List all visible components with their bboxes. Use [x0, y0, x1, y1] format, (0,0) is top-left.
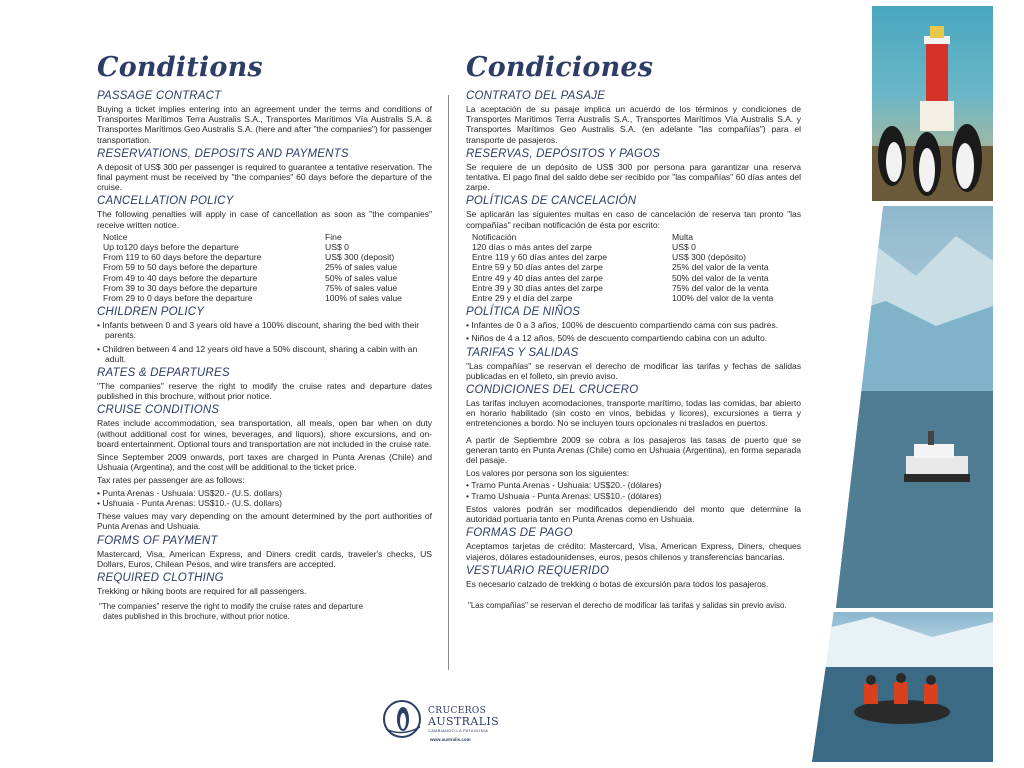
section-heading: RATES & DEPARTURES [97, 367, 230, 380]
section-rates-es [466, 347, 801, 381]
section-cruise-es [466, 384, 801, 524]
section-children-en [97, 306, 432, 364]
bullet-list [466, 480, 801, 500]
section-passage-en [97, 90, 432, 145]
section-text: Mastercard, Visa, American Express, and Diners credit cards, traveler's checks, US Dollars, Euros, Chilean Pesos, and wire transfers are accepted. [97, 548, 432, 569]
lighthouse-penguins-illustration [872, 6, 993, 201]
table-cell: Entre 119 y 60 días antes del zarpe [472, 252, 608, 263]
logo-name-line: AUSTRALIS [428, 715, 500, 728]
section-heading: REQUIRED CLOTHING [97, 571, 224, 584]
table-row [472, 293, 773, 303]
list-item: • Infants between 0 and 3 years old have a 100% discount, sharing the bed with their parents. [97, 320, 432, 340]
table-row [472, 252, 773, 262]
zodiac-boat-illustration [812, 612, 993, 762]
section-text: Es necesario calzado de trekking o botas de excursión para todos los pasajeros. [466, 578, 769, 589]
section-clothing-en [97, 572, 432, 596]
section-text: Aceptamos tarjetas de crédito: Mastercard, Visa, American Express, Diners, cheques viajeros, dólares estadounidenses, euros, pesos chilenos y transferencias bancarias. [466, 541, 801, 562]
section-text: These values may vary depending on the amount determined by the port authorities of Punta Arenas and Ushuaia. [97, 511, 432, 532]
list-item: • Niños de 4 a 12 años, 50% de descuento compartiendo cabina con un adulto. [466, 333, 801, 343]
logo-name-line: CRUCEROS [428, 706, 487, 716]
table-cell: Entre 49 y 40 días antes del zarpe [472, 272, 603, 283]
section-text: "Las compañías" se reservan el derecho de modificar las tarifas y fechas de salidas publicadas en el folleto, sin previo aviso. [466, 360, 801, 381]
table-header-cell: Multa [672, 231, 694, 242]
table-row [472, 262, 773, 272]
section-text: Las tarifas incluyen acomodaciones, transporte marítimo, todas las comidas, bar abierto en horario habilitado (sin costo en vinos, bebidas y licores), excursiones a tierra y entretenciones a bordo. No se incluyen tours opcionales ni traslados en puertos. [466, 398, 801, 429]
section-rates-en [97, 367, 432, 401]
section-text: Rates include accommodation, sea transportation, all meals, open bar when on duty (without additional cost for wines, beverages, and liquors), shore excursions, and on-board entertainment. Optional tours and transportation are not included in the cruise rate. [97, 418, 432, 449]
section-payment-en [97, 535, 432, 569]
section-heading: PASSAGE CONTRACT [97, 90, 222, 102]
section-children-es [466, 306, 801, 343]
section-text: A deposit of US$ 300 per passenger is required to guarantee a tentative reservation. The final payment must be received by "the companies" 60 days before the departure of the cruise. [97, 161, 432, 193]
table-cell: From 49 to 40 days before the departure [103, 272, 258, 283]
section-heading: RESERVAS, DEPÓSITOS Y PAGOS [466, 147, 661, 160]
table-cell: From 29 to 0 days before the departure [103, 293, 253, 304]
section-heading: FORMS OF PAYMENT [97, 534, 218, 547]
section-heading: CANCELLATION POLICY [97, 195, 234, 208]
table-cell: Entre 39 y 30 días antes del zarpe [472, 282, 603, 293]
table-row [103, 273, 402, 283]
table-row [103, 252, 402, 262]
section-text: A partir de Septiembre 2009 se cobra a los pasajeros las tasas de puerto que se generan tanto en Punta Arenas (Chile) como en Ushuaia (Argentina), en forma separada del pasaje. [466, 434, 801, 466]
table-cell: 75% of sales value [325, 282, 398, 293]
section-cruise-en [97, 404, 432, 531]
zodiac-boat-photo [812, 612, 993, 762]
section-heading: TARIFAS Y SALIDAS [466, 346, 579, 359]
logo-wordmark [428, 707, 499, 728]
penalty-table-en [103, 232, 402, 303]
section-heading: CONTRATO DEL PASAJE [466, 90, 606, 102]
section-text: Estos valores podrán ser modificados dependiendo del monto que determine la autoridad portuaria tanto en Punta Arenas como en Ushuaia. [466, 503, 801, 525]
section-text: Since September 2009 onwards, port taxes are charged in Punta Arenas (Chile) and Ushuaia (Argentina), and the cost will be additional to the ticket price. [97, 452, 432, 473]
section-text: "The companies" reserve the right to modify the cruise rates and departure dates published in this brochure, without prior notice. [97, 381, 432, 402]
section-heading: FORMAS DE PAGO [466, 527, 573, 540]
section-heading: POLÍTICA DE NIÑOS [466, 306, 581, 319]
section-text: Buying a ticket implies entering into an agreement under the terms and conditions of Transportes Marítimos Terra Australis S.A., Transportes Marítimos Vía Australis S.A. & Transportes Marítimos Geo Australis S.A. (here and after "the companies") for passenger transportation. [97, 104, 432, 145]
glacier-ship-illustration [836, 206, 993, 608]
footnote-line: "The companies" reserve the right to modify the cruise rates and departure [99, 602, 364, 612]
table-cell: Entre 29 y el día del zarpe [472, 293, 573, 304]
table-cell: US$ 300 (depósito) [672, 252, 747, 263]
table-header-cell: Notificación [472, 231, 517, 242]
bullet-list [97, 320, 432, 364]
table-cell: 50% of sales value [325, 272, 398, 283]
page-title-es: Condiciones [466, 52, 654, 83]
section-heading: CRUISE CONDITIONS [97, 404, 220, 417]
section-text: Tax rates per passenger are as follows: [97, 475, 245, 486]
section-text: Se requiere de un depósito de US$ 300 por persona para garantizar una reserva tentativa. El pago final del saldo debe ser recibido por "las compañías" 60 días antes del zarpe. [466, 161, 801, 193]
table-header-cell: Notice [103, 231, 128, 242]
table-cell: 120 días o más antes del zarpe [472, 242, 592, 253]
table-row [472, 242, 773, 252]
cruceros-australis-logo [382, 697, 500, 747]
section-clothing-es [466, 565, 801, 589]
table-row [472, 273, 773, 283]
table-cell: 25% of sales value [325, 262, 398, 273]
section-text: Trekking or hiking boots are required for all passengers. [97, 585, 307, 596]
section-text: Se aplicarán las siguientes multas en caso de cancelación de reserva tan pronto "las compañías" reciban notificación de ésta por escrito: [466, 209, 801, 230]
section-reservations-en [97, 148, 432, 193]
section-heading: RESERVATIONS, DEPOSITS AND PAYMENTS [97, 147, 349, 160]
logo-tagline: CAMBIANDO LA PATAGONIA [428, 728, 489, 733]
footnote-es: "Las compañías" se reservan el derecho de modificar las tarifas y salidas sin previo aviso. [468, 600, 787, 610]
section-text: The following penalties will apply in case of cancellation as soon as "the companies" receive written notice. [97, 209, 432, 230]
section-heading: VESTUARIO REQUERIDO [466, 564, 610, 577]
conditions-column-es [466, 52, 801, 610]
table-cell: US$ 300 (deposit) [325, 252, 395, 263]
table-row [103, 242, 402, 252]
section-cancellation-es [466, 195, 801, 303]
table-header-row [472, 232, 773, 242]
table-cell: 50% del valor de la venta [672, 272, 769, 283]
table-header-row [103, 232, 402, 242]
section-passage-es [466, 90, 801, 145]
table-row [103, 283, 402, 293]
section-text: Los valores por persona son los siguientes: [466, 468, 630, 479]
bullet-list [97, 488, 432, 508]
table-cell: From 59 to 50 days before the departure [103, 262, 258, 273]
page-title-en: Conditions [97, 52, 263, 83]
table-cell: 100% of sales value [325, 293, 402, 304]
section-cancellation-en [97, 195, 432, 303]
section-text: La aceptación de su pasaje implica un acuerdo de los términos y condiciones de Transportes Marítimos Terra Australis S.A., Transportes Marítimos Vía Australis S.A. y Transportes Marítimos Geo Australis S.A. (en adelante "las compañías") para el transporte de pasajeros. [466, 104, 801, 145]
lighthouse-penguins-photo [872, 6, 993, 201]
penalty-table-es [472, 232, 773, 303]
bullet-list [466, 320, 801, 343]
list-item: • Infantes de 0 a 3 años, 100% de descuento compartiendo cama con sus padres. [466, 320, 801, 330]
table-cell: Entre 59 y 50 días antes del zarpe [472, 262, 603, 273]
table-row [103, 293, 402, 303]
section-heading: POLÍTICAS DE CANCELACIÓN [466, 195, 637, 208]
footnote-line: dates published in this brochure, without prior notice. [103, 611, 290, 621]
table-cell: US$ 0 [325, 242, 349, 253]
table-cell: From 39 to 30 days before the departure [103, 282, 258, 293]
table-cell: Up to120 days before the departure [103, 242, 239, 253]
logo-url: www.australis.com [430, 737, 471, 742]
table-row [103, 262, 402, 272]
table-cell: 100% del valor de la venta [672, 293, 774, 304]
footnote-en [97, 602, 432, 621]
list-item: • Children between 4 and 12 years old have a 50% discount, sharing a cabin with an adult. [97, 344, 432, 364]
list-item: • Ushuaia - Punta Arenas: US$10.- (U.S. dollars) [97, 498, 432, 508]
list-item: • Tramo Ushuaia - Punta Arenas: US$10.- (dólares) [466, 491, 801, 501]
section-heading: CHILDREN POLICY [97, 306, 205, 319]
column-divider [448, 95, 449, 670]
table-cell: From 119 to 60 days before the departure [103, 252, 262, 263]
table-row [472, 283, 773, 293]
glacier-ship-photo [836, 206, 993, 608]
section-reservations-es [466, 148, 801, 193]
list-item: • Punta Arenas - Ushuaia: US$20.- (U.S. dollars) [97, 488, 432, 498]
penguin-logo-icon [382, 697, 426, 741]
list-item: • Tramo Punta Arenas - Ushuaia: US$20.- (dólares) [466, 480, 801, 490]
table-cell: US$ 0 [672, 242, 696, 253]
table-cell: 75% del valor de la venta [672, 282, 769, 293]
section-heading: CONDICIONES DEL CRUCERO [466, 384, 639, 397]
table-cell: 25% del valor de la venta [672, 262, 769, 273]
conditions-column-en [97, 52, 432, 621]
section-payment-es [466, 527, 801, 561]
table-header-cell: Fine [325, 231, 342, 242]
